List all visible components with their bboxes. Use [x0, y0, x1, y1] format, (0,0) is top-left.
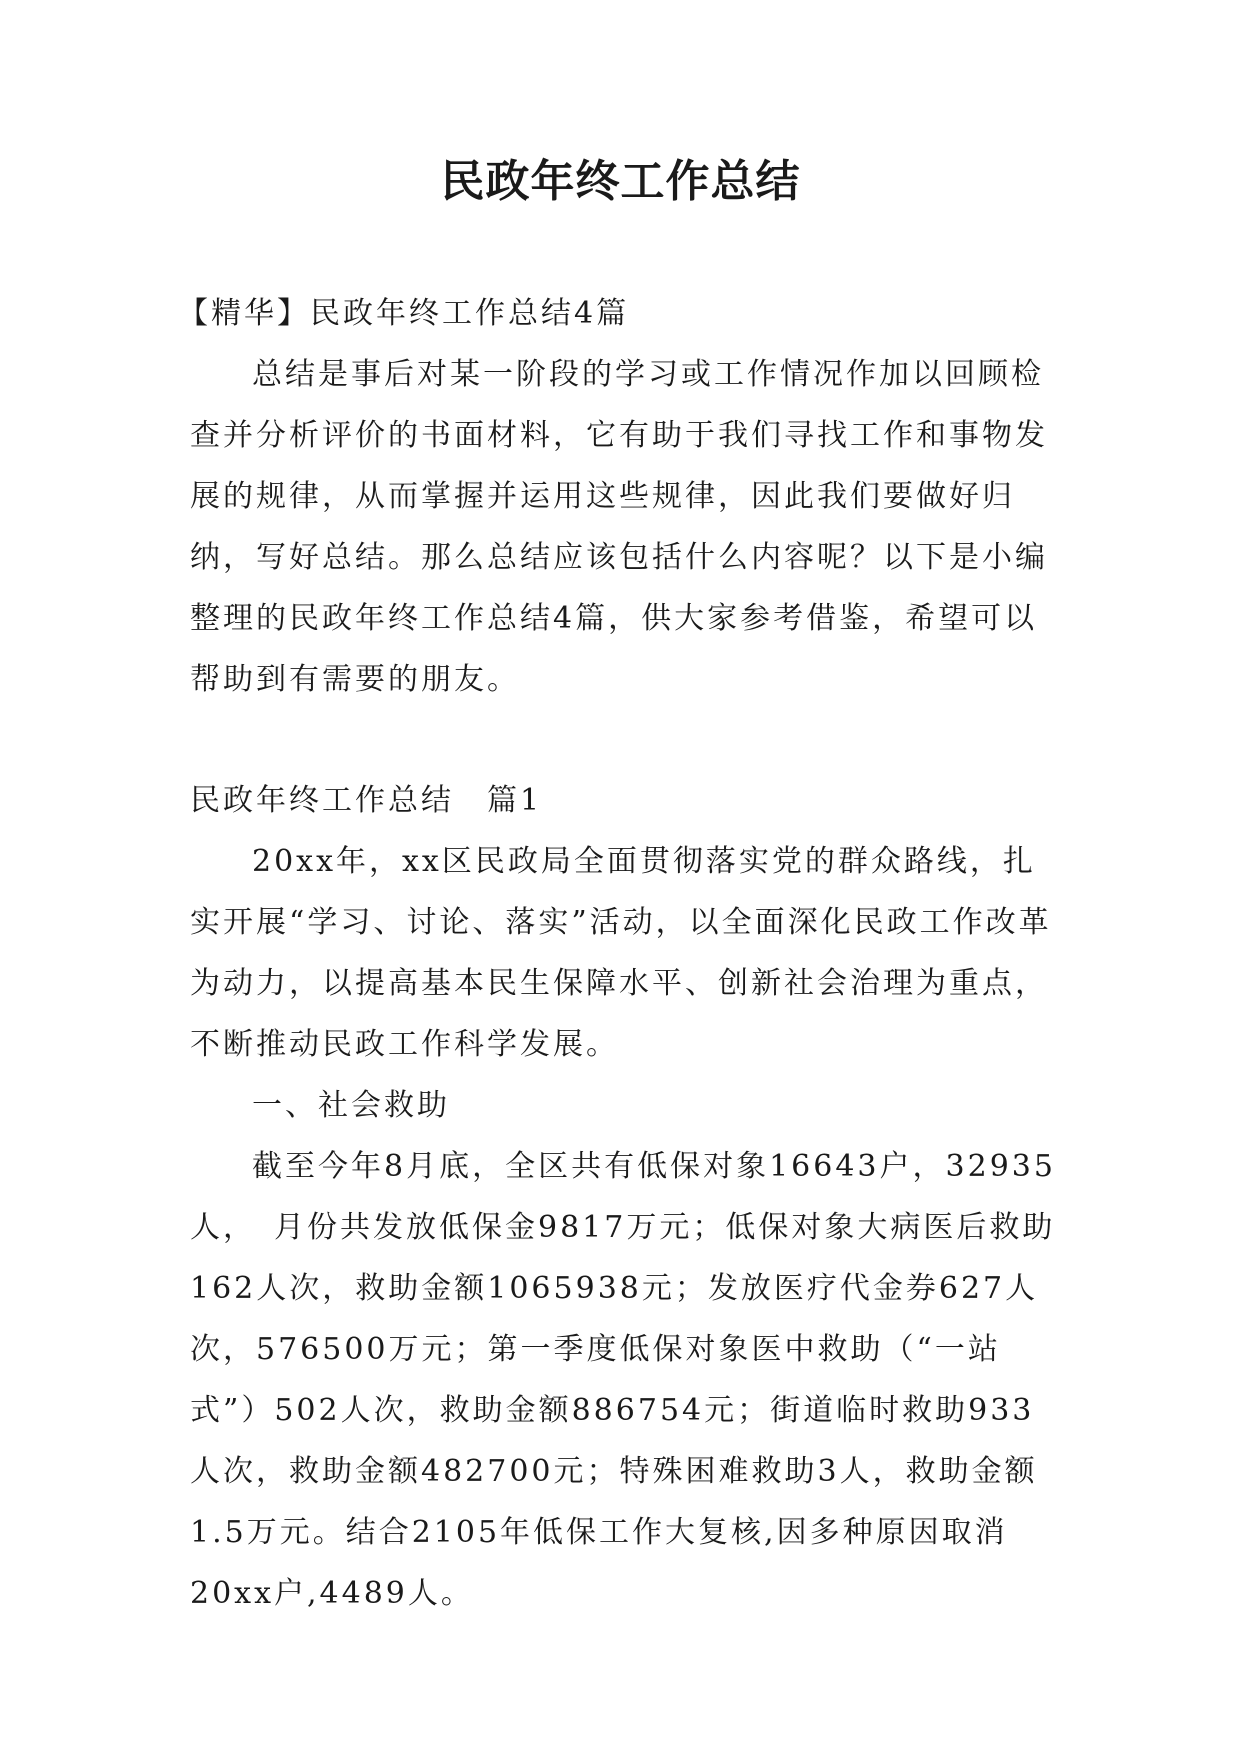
- section-paragraph-2: 截至今年8月底，全区共有低保对象16643户，32935人， 月份共发放低保金9817万元；低保对象大病医后救助162人次，救助金额1065938元；发放医疗代金券627人次，576500万元；第一季度低保对象医中救助（“一站式”）502人次，救助金额886754元；街道临时救助933人次，救助金额482700元；特殊困难救助3人，救助金额1.5万元。结合2105年低保工作大复核,因多种原因取消20xx户,4489人。: [190, 1149, 1056, 1611]
- document-title: 民政年终工作总结: [440, 156, 801, 207]
- section-heading: 民政年终工作总结 篇1: [190, 783, 543, 818]
- document-subtitle: 【精华】民政年终工作总结4篇: [178, 296, 630, 331]
- sub-heading: 一、社会救助: [252, 1088, 450, 1123]
- section-paragraph-1: 20xx年，xx区民政局全面贯彻落实党的群众路线，扎实开展“学习、讨论、落实”活动，以全面深化民政工作改革为动力，以提高基本民生保障水平、创新社会治理为重点，不断推动民政工作科学发展。: [190, 844, 1052, 1062]
- document-body: [178, 283, 1060, 1624]
- intro-paragraph: 总结是事后对某一阶段的学习或工作情况作加以回顾检查并分析评价的书面材料，它有助于我们寻找工作和事物发展的规律，从而掌握并运用这些规律，因此我们要做好归纳，写好总结。那么总结应该包括什么内容呢？以下是小编整理的民政年终工作总结4篇，供大家参考借鉴，希望可以帮助到有需要的朋友。: [190, 357, 1048, 697]
- paragraph-gap: [190, 710, 1060, 770]
